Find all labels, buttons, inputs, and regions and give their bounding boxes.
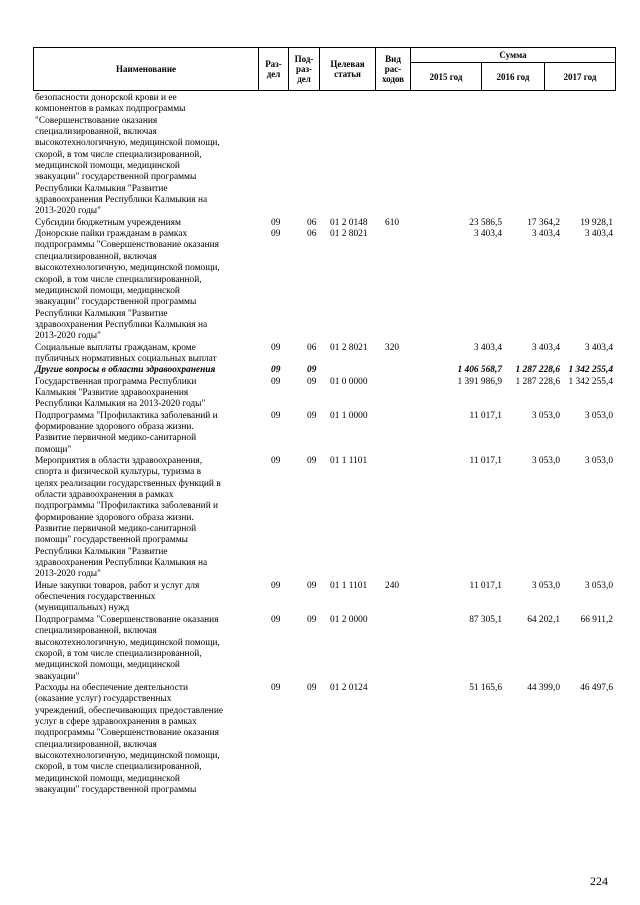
table-row — [33, 365, 615, 376]
table-row — [33, 411, 615, 456]
razdel-cell: 09 — [271, 229, 281, 240]
podrazdel-cell: 09 — [307, 376, 317, 387]
header-year-2017: 2017 год — [545, 63, 616, 91]
podrazdel-cell: 06 — [307, 342, 317, 353]
sum-2016-cell: 64 202,1 — [527, 614, 560, 625]
table-row — [33, 581, 615, 615]
row-name-cell: Субсидии бюджетным учреждениям — [35, 217, 181, 228]
sum-2017-cell: 19 928,1 — [580, 217, 613, 228]
target-article-cell: 01 2 8021 — [330, 229, 368, 240]
table-row — [33, 343, 615, 366]
sum-2017-cell: 3 403,4 — [584, 342, 613, 353]
podrazdel-cell: 09 — [307, 410, 317, 421]
podrazdel-cell: 06 — [307, 217, 317, 228]
sum-2017-cell: 3 053,0 — [584, 456, 613, 466]
sum-2015-cell: 23 586,5 — [469, 217, 502, 228]
sum-2016-cell: 3 403,4 — [531, 229, 560, 240]
table-row — [33, 615, 615, 683]
sum-2015-cell: 87 305,1 — [469, 614, 502, 625]
podrazdel-cell: 09 — [307, 682, 317, 693]
sum-2017-cell: 3 403,4 — [584, 229, 613, 240]
razdel-cell: 09 — [271, 580, 281, 591]
table-body — [33, 93, 615, 796]
sum-2015-cell: 1 406 568,7 — [457, 365, 502, 376]
target-article-cell: 01 1 1101 — [330, 580, 368, 591]
table-header — [33, 47, 616, 91]
table-row — [33, 683, 615, 796]
razdel-cell: 09 — [271, 682, 281, 693]
header-summa: Сумма — [411, 48, 616, 63]
table-row — [33, 377, 615, 411]
row-name-cell: Государственная программа Республики Калмыкия "Развитие здравоохранения Республики Калмыкия на 2013-2020 годы" — [35, 376, 206, 410]
target-article-cell: 01 2 0124 — [330, 682, 368, 693]
sum-2015-cell: 3 403,4 — [473, 229, 502, 240]
podrazdel-cell: 09 — [307, 580, 317, 591]
target-article-cell: 01 1 0000 — [330, 410, 368, 421]
target-article-cell: 01 1 1101 — [330, 456, 368, 466]
sum-2017-cell: 3 053,0 — [584, 410, 613, 421]
table-row — [33, 456, 615, 581]
table-row — [33, 93, 615, 218]
razdel-cell: 09 — [271, 410, 281, 421]
razdel-cell: 09 — [271, 365, 281, 376]
sum-2017-cell: 66 911,2 — [580, 614, 613, 625]
podrazdel-cell: 09 — [307, 456, 317, 466]
page-number: 224 — [590, 874, 608, 888]
row-name-cell: Мероприятия в области здравоохранения, спорта и физической культуры, туризма в целях реализации государственных функций в области здравоохранения в рамках подпрограммы "Профилактика заболеваний и формирование здорового образа жизни. Развитие первичной медико-санитарной помощи" государственной программы Республики Калмыкия "Развитие здравоохранения Республики Калмыкия на 2013-2020 годы" — [35, 456, 221, 580]
header-vid: Вид рас- ходов — [376, 48, 411, 91]
sum-2015-cell: 3 403,4 — [473, 342, 502, 353]
razdel-cell: 09 — [271, 376, 281, 387]
expense-type-cell: 610 — [385, 217, 400, 228]
row-name-cell: Другие вопросы в области здравоохранения — [35, 365, 216, 376]
sum-2016-cell: 3 053,0 — [531, 456, 560, 466]
sum-2017-cell: 1 342 255,4 — [568, 376, 613, 387]
row-name-cell: Подпрограмма "Профилактика заболеваний и формирование здорового образа жизни. Развитие первичной медико-санитарной помощи" — [35, 410, 218, 455]
header-year-2016: 2016 год — [482, 63, 545, 91]
row-name-cell: Иные закупки товаров, работ и услуг для обеспечения государственных (муниципальных) нужд — [35, 580, 200, 614]
sum-2017-cell: 3 053,0 — [584, 580, 613, 591]
table-row — [33, 218, 615, 229]
sum-2016-cell: 3 053,0 — [531, 580, 560, 591]
row-name-cell: Расходы на обеспечение деятельности (оказание услуг) государственных учреждений, обеспечивающих предоставление услуг в сфере здравоохранения в рамках подпрограммы "Совершенствование оказания специализированной, включая высокотехнологичную, медицинской помощи, скорой, в том числе специализированной, медицинской помощи, медицинской эвакуации" государственной программы — [35, 682, 224, 795]
expense-type-cell: 320 — [385, 342, 400, 353]
target-article-cell: 01 2 8021 — [330, 342, 368, 353]
target-article-cell: 01 2 0000 — [330, 614, 368, 625]
sum-2016-cell: 3 053,0 — [531, 410, 560, 421]
target-article-cell: 01 0 0000 — [330, 376, 368, 387]
header-year-2015: 2015 год — [411, 63, 482, 91]
sum-2016-cell: 1 287 228,6 — [515, 376, 560, 387]
razdel-cell: 09 — [271, 217, 281, 228]
header-stat: Целевая статья — [320, 48, 376, 91]
header-razdel: Раз- дел — [259, 48, 289, 91]
sum-2016-cell: 3 403,4 — [531, 342, 560, 353]
row-name-cell: Социальные выплаты гражданам, кроме публичных нормативных социальных выплат — [35, 342, 217, 364]
podrazdel-cell: 06 — [307, 229, 317, 240]
razdel-cell: 09 — [271, 456, 281, 466]
sum-2015-cell: 11 017,1 — [469, 456, 502, 466]
podrazdel-cell: 09 — [307, 365, 317, 376]
sum-2017-cell: 1 342 255,4 — [568, 365, 613, 376]
sum-2015-cell: 11 017,1 — [469, 580, 502, 591]
row-name-cell: Донорские пайки гражданам в рамках подпрограммы "Совершенствование оказания специализированной, включая высокотехнологичную, медицинской помощи, скорой, в том числе специализированной, медицинской помощи, медицинской эвакуации" государственной программы Республики Калмыкия "Развитие здравоохранения Республики Калмыкия на 2013-2020 годы" — [35, 229, 220, 342]
sum-2015-cell: 1 391 986,9 — [457, 376, 502, 387]
header-name: Наименование — [34, 48, 259, 91]
row-name-cell: безопасности донорской крови и ее компонентов в рамках подпрограммы "Совершенствование оказания специализированной, включая высокотехнологичную, медицинской помощи, скорой, в том числе специализированной, медицинской помощи, медицинской эвакуации" государственной программы Республики Калмыкия "Развитие здравоохранения Республики Калмыкия на 2013-2020 годы" — [35, 93, 220, 217]
target-article-cell: 01 2 0148 — [330, 217, 368, 228]
expense-type-cell: 240 — [385, 580, 400, 591]
sum-2016-cell: 1 287 228,6 — [515, 365, 560, 376]
sum-2016-cell: 44 399,0 — [527, 682, 560, 693]
podrazdel-cell: 09 — [307, 614, 317, 625]
razdel-cell: 09 — [271, 342, 281, 353]
row-name-cell: Подпрограмма "Совершенствование оказания специализированной, включая высокотехнологичную, медицинской помощи, скорой, в том числе специализированной, медицинской помощи, медицинской эвакуации" — [35, 614, 220, 682]
sum-2016-cell: 17 364,2 — [527, 217, 560, 228]
sum-2017-cell: 46 497,6 — [580, 682, 613, 693]
table-row — [33, 229, 615, 342]
razdel-cell: 09 — [271, 614, 281, 625]
sum-2015-cell: 51 165,6 — [469, 682, 502, 693]
header-podrazdel: Под- раз- дел — [289, 48, 320, 91]
sum-2015-cell: 11 017,1 — [469, 410, 502, 421]
